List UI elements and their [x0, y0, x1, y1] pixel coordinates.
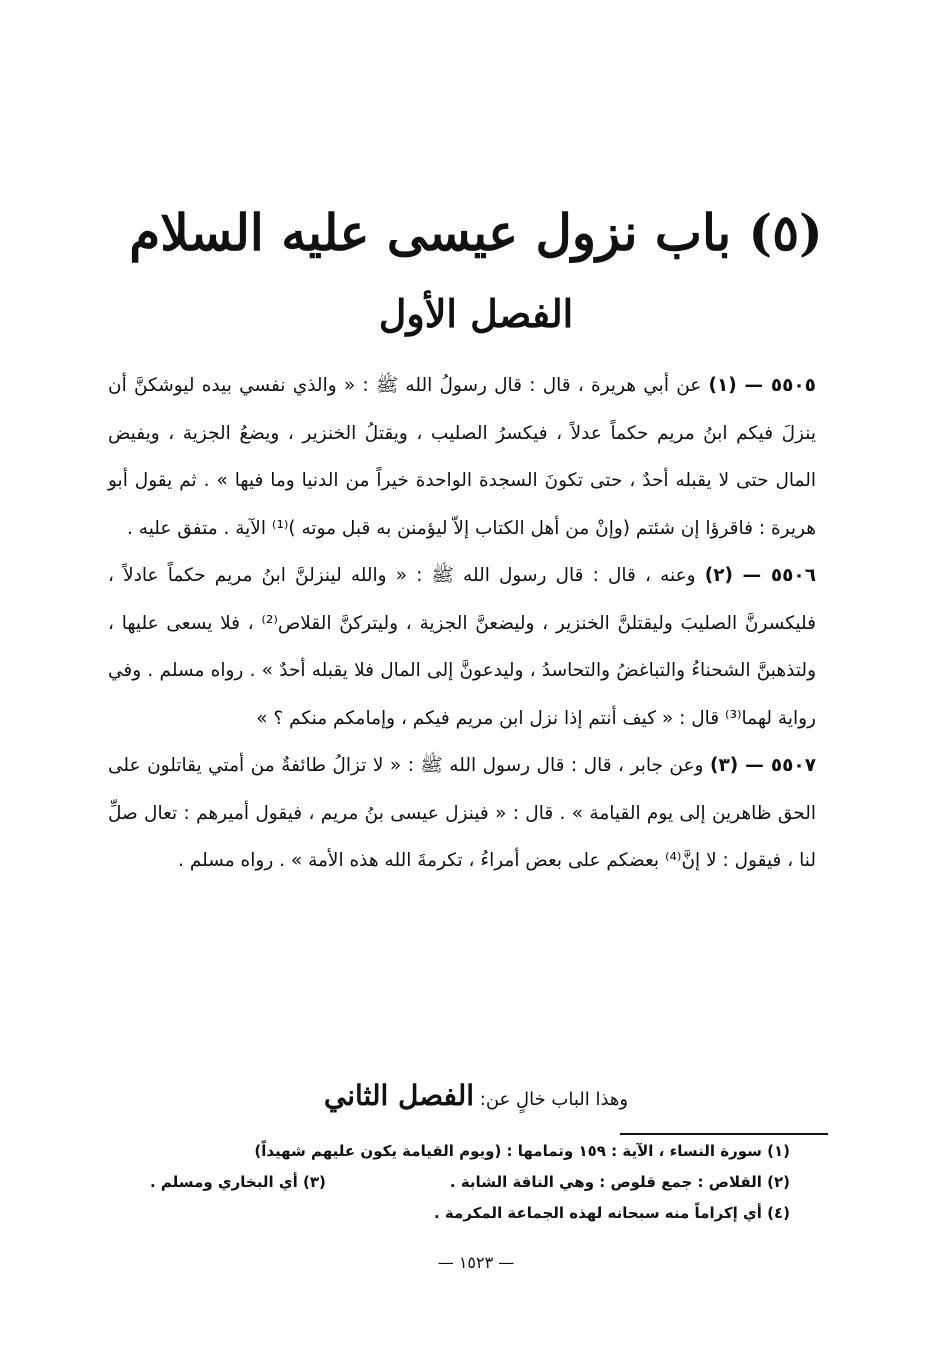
page-number: — ١٥٢٣ —	[437, 1253, 515, 1272]
footnote-3: (٣) أي البخاري ومسلم .	[150, 1173, 326, 1191]
hadith-number: ٥٥٠٥ — (١)	[708, 375, 816, 396]
footnote-row	[150, 1167, 790, 1198]
chapter-title: (٥) باب نزول عيسى عليه السلام	[129, 203, 823, 262]
note-section-name: الفصل الثاني	[323, 1079, 475, 1112]
hadith-number: ٥٥٠٧ — (٣)	[710, 755, 816, 776]
hadith-paragraph	[108, 552, 816, 742]
footnote-divider	[620, 1133, 828, 1135]
note-prefix: وهذا الباب خالٍ عن:	[479, 1089, 629, 1110]
hadith-number: ٥٥٠٦ — (٢)	[704, 565, 816, 586]
hadith-text: وعن جابر ، قال : قال رسول الله ﷺ : « لا تزالُ طائفةٌ من أمتي يقاتلون على الحق ظاهرين إلى يوم القيامة » . قال : « فينزل عيسى بنُ مريم ، فيقول أميرهم : تعال صلِّ لنا ، فيقول : لا إنَّ⁽⁴⁾ بعضكم على بعض أمراءُ ، تكرمةَ الله هذه الأمة » . رواه مسلم .	[108, 755, 816, 871]
hadith-paragraph	[108, 742, 816, 885]
hadith-text: عن أبي هريرة ، قال : قال رسولُ الله ﷺ : « والذي نفسي بيده ليوشكنَّ أن ينزلَ فيكم ابنُ مريم حكماً عدلاً ، فيكسرُ الصليب ، ويقتلُ الخنزير ، ويضعُ الجزية ، ويفيض المال حتى لا يقبله أحدٌ ، حتى تكونَ السجدة الواحدة خيراً من الدنيا وما فيها » . ثم يقول أبو هريرة : فاقرؤا إن شئتم (وإنْ من أهل الكتاب إلاّ ليؤمنن به قبل موته )⁽¹⁾ الآية . متفق عليه .	[108, 375, 816, 539]
footnote-2: (٢) القلاص : جمع قلوص : وهي الناقة الشابة .	[449, 1173, 790, 1191]
no-second-section-note	[200, 1076, 752, 1120]
hadith-text: وعنه ، قال : قال رسول الله ﷺ : « والله لينزلنَّ ابنُ مريم حكماً عادلاً ، فليكسرنَّ الصليبَ وليقتلنَّ الخنزير ، وليضعنَّ الجزية ، وليتركنَّ القلاص⁽²⁾ ، فلا يسعى عليها ، ولتذهبنَّ الشحناءُ والتباغضُ والتحاسدُ ، وليدعونَّ إلى المال فلا يقبله أحدٌ » . رواه مسلم . وفي رواية لهما⁽³⁾ قال : « كيف أنتم إذا نزل ابن مريم فيكم ، وإمامكم منكم ؟ »	[108, 565, 816, 729]
hadith-body	[108, 362, 816, 885]
footnote-1: (١) سورة النساء ، الآية : ١٥٩ وتمامها : (ويوم القيامة يكون عليهم شهيداً)	[254, 1142, 790, 1160]
footnotes	[150, 1136, 790, 1229]
hadith-paragraph	[108, 362, 816, 552]
footnote-4: (٤) أي إكراماً منه سبحانه لهذه الجماعة المكرمة .	[434, 1204, 790, 1222]
section-title: الفصل الأول	[378, 291, 574, 336]
